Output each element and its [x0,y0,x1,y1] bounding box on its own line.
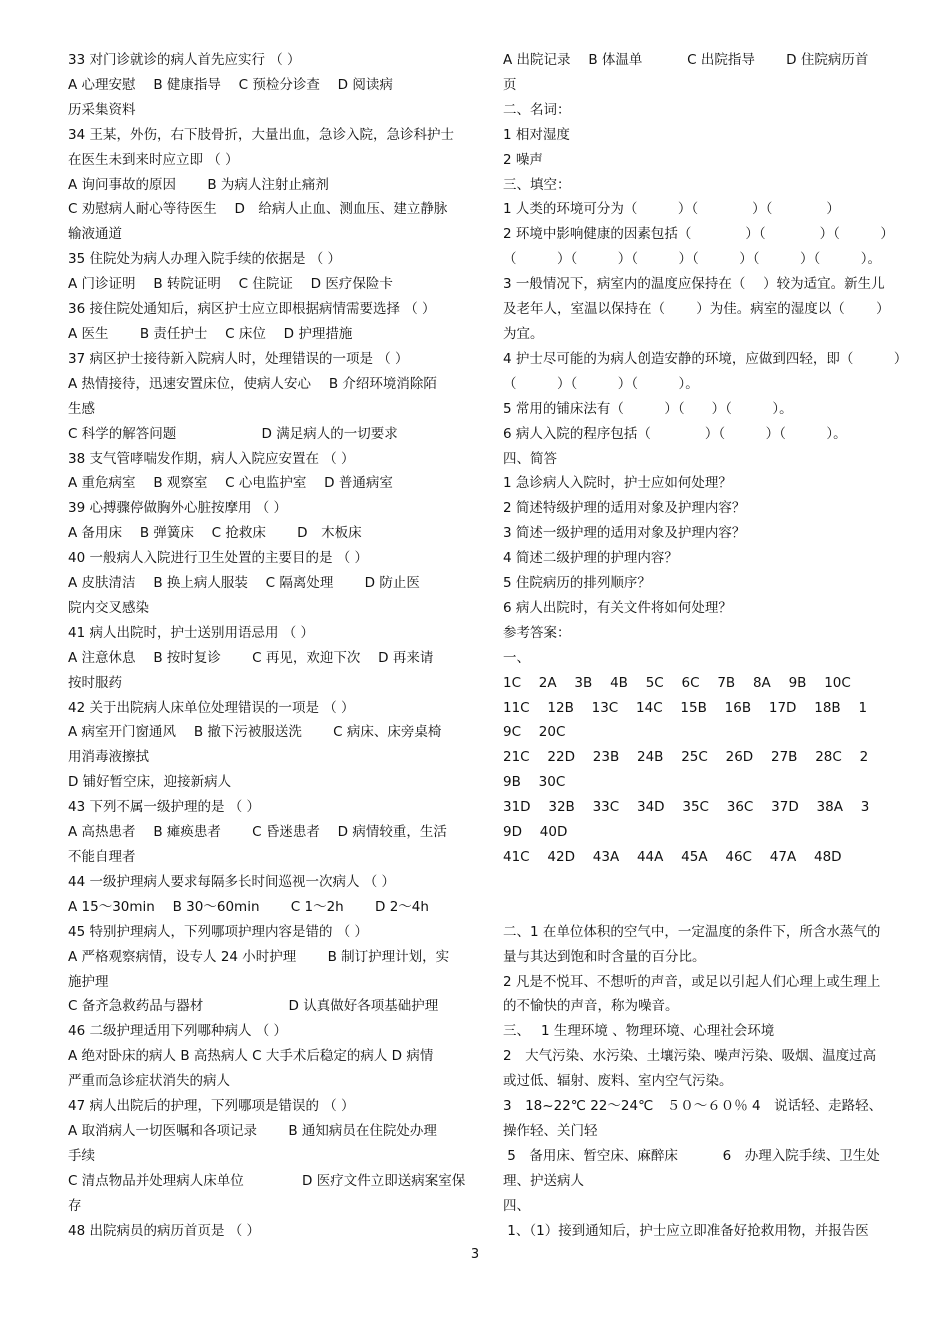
text-line: 43 下列不属一级护理的是 （ ） [68,799,261,816]
text-line: 2 凡是不悦耳、不想听的声音，或足以引起人们心理上或生理上 [503,973,881,990]
text-line: 5 住院病历的排列顺序？ [503,575,651,592]
text-line [503,895,907,920]
text-line: 42 关于出院病人床单位处理错误的一项是 （ ） [68,699,355,716]
text-line: 3 一般情况下，病室内的温度应保持在（ ）较为适宜。新生儿 [503,276,885,293]
text-line: 31D 32B 33C 34D 35C 36C 37D 38A 3 [503,799,870,816]
text-line: 二、1 在单位体积的空气中，一定温度的条件下，所含水蒸气的 [503,923,881,940]
text-line: 院内交叉感染 [68,599,149,616]
text-line: 41 病人出院时，护士送别用语忌用 （ ） [68,624,315,641]
text-line: 2 大气污染、水污染、土壤污染、噪声污染、吸烟、温度过高 [503,1048,877,1065]
text-line: A 病室开门窗通风 B 撤下污被服送洗 C 病床、床旁桌椅 [68,724,442,741]
text-line: 四、 [503,1197,530,1214]
text-line: A 心理安慰 B 健康指导 C 预检分诊查 D 阅读病 [68,76,393,93]
text-line: 三、填空： [503,176,571,193]
text-line: C 备齐急救药品与器材 D 认真做好各项基础护理 [68,998,439,1015]
text-line: 41C 42D 43A 44A 45A 46C 47A 48D [503,849,842,865]
text-line: 一、 [503,649,530,666]
right-column [503,48,907,1243]
text-line: 38 支气管哮喘发作期，病人入院应安置在 （ ） [68,450,355,467]
text-line: 37 病区护士接待新入院病人时，处理错误的一项是 （ ） [68,350,409,367]
text-line: A 重危病室 B 观察室 C 心电监护室 D 普通病室 [68,475,393,492]
text-line: 在医生未到来时应立即 （ ） [68,151,239,168]
text-line: 1、（1）接到通知后，护士应立即准备好抢救用物，并报告医 [503,1222,869,1239]
text-line: 9B 30C [503,774,566,791]
text-line: 5 常用的铺床法有（ ）（ ）（ ）。 [503,400,793,417]
text-line: A 绝对卧床的病人 B 高热病人 C 大手术后稳定的病人 D 病情 [68,1048,434,1065]
text-line: 3 简述一级护理的适用对象及护理内容？ [503,525,746,542]
text-line: A 询问事故的原因 B 为病人注射止痛剂 [68,176,329,193]
text-line: 输液通道 [68,226,122,243]
text-line: 9D 40D [503,824,568,841]
text-line: 1 急诊病人入院时，护士应如何处理？ [503,475,732,492]
text-line: 36 接住院处通知后，病区护士应立即根据病情需要选择 （ ） [68,301,436,318]
text-line: A 高热患者 B 瘫痪患者 C 昏迷患者 D 病情较重，生活 [68,824,447,841]
text-line: 45 特别护理病人，下列哪项护理内容是错的 （ ） [68,923,369,940]
text-line: 为宜。 [503,325,544,342]
text-line: A 严格观察病情，设专人 24 小时护理 B 制订护理计划，实 [68,948,450,965]
text-line: 39 心搏骤停做胸外心脏按摩用 （ ） [68,500,288,517]
text-line: 5 备用床、暂空床、麻醉床 6 办理入院手续、卫生处 [503,1147,880,1164]
text-line: A 医生 B 责任护士 C 床位 D 护理措施 [68,325,353,342]
text-line: A 热情接待，迅速安置床位，使病人安心 B 介绍环境消除陌 [68,375,437,392]
text-line: 46 二级护理适用下列哪种病人 （ ） [68,1023,288,1040]
text-line: A 取消病人一切医嘱和各项记录 B 通知病员在住院处办理 [68,1122,437,1139]
text-line: 用消毒液擦拭 [68,749,149,766]
text-line: 21C 22D 23B 24B 25C 26D 27B 28C 2 [503,749,869,766]
text-line: C 劝慰病人耐心等待医生 D 给病人止血、测血压、建立静脉 [68,201,448,218]
text-line: （ ）（ ）（ ）。 [503,375,699,392]
text-line: 2 简述特级护理的适用对象及护理内容？ [503,500,746,517]
text-line: A 注意休息 B 按时复诊 C 再见，欢迎下次 D 再来请 [68,649,434,666]
text-line: 量与其达到饱和时含量的百分比。 [503,948,706,965]
text-line: 不能自理者 [68,849,136,865]
text-line: A 门诊证明 B 转院证明 C 住院证 D 医疗保险卡 [68,276,393,293]
text-line: 1C 2A 3B 4B 5C 6C 7B 8A 9B 10C [503,674,851,691]
text-line: 按时服药 [68,674,122,691]
text-line: 的不愉快的声音，称为噪音。 [503,998,679,1015]
text-line: 1 人类的环境可分为（ ）（ ）（ ） [503,201,840,218]
text-line: 历采集资料 [68,101,136,118]
text-line: 1 相对湿度 [503,126,570,143]
text-line: 施护理 [68,973,109,990]
text-line: （ ）（ ）（ ）（ ）（ ）（ ）。 [503,251,881,268]
text-line: D 铺好暂空床，迎接新病人 [68,774,232,791]
text-line: 6 病人出院时，有关文件将如何处理？ [503,599,732,616]
text-line: 33 对门诊就诊的病人首先应实行 （ ） [68,52,301,68]
text-line: A 备用床 B 弹簧床 C 抢救床 D 木板床 [68,525,362,542]
text-line: 理、护送病人 [503,1172,584,1189]
text-line: 44 一级护理病人要求每隔多长时间巡视一次病人 （ ） [68,873,396,890]
text-line: 2 噪声 [503,151,543,168]
text-line: A 皮肤清洁 B 换上病人服装 C 隔离处理 D 防止医 [68,575,420,592]
text-line: 手续 [68,1147,95,1164]
text-line [503,870,907,895]
text-line: 40 一般病人入院进行卫生处置的主要目的是 （ ） [68,550,369,567]
left-column [68,48,470,1244]
text-line: 严重而急诊症状消失的病人 [68,1073,230,1090]
text-line: 操作轻、关门轻 [503,1122,598,1139]
text-line: 34 王某，外伤，右下肢骨折，大量出血，急诊入院，急诊科护士 [68,126,454,143]
text-line: C 清点物品并处理病人床单位 D 医疗文件立即送病案室保 [68,1172,466,1189]
text-line: 9C 20C [503,724,566,741]
text-line: 35 住院处为病人办理入院手续的依据是 （ ） [68,251,342,268]
text-line: 及老年人，室温以保持在（ ）为佳。病室的湿度以（ ） [503,301,890,318]
text-line: 4 护士尽可能的为病人创造安静的环境，应做到四轻，即（ ） [503,350,908,367]
text-line: 或过低、辐射、废料、室内空气污染。 [503,1073,733,1090]
text-line: 47 病人出院后的护理，下列哪项是错误的 （ ） [68,1098,355,1115]
text-line: 4 简述二级护理的护理内容？ [503,550,678,567]
text-line: A 15～30min B 30～60min C 1～2h D 2～4h [68,898,429,915]
text-line: 页 [503,76,517,93]
page-number: 3 [470,1247,480,1262]
text-line: 11C 12B 13C 14C 15B 16B 17D 18B 1 [503,699,868,716]
text-line: 四、简答 [503,450,557,467]
text-line: C 科学的解答问题 D 满足病人的一切要求 [68,425,398,442]
text-line: 3 18~22℃ 22～24℃ ５０～６０％ 4 说话轻、走路轻、 [503,1098,883,1115]
text-line: 48 出院病员的病历首页是 （ ） [68,1222,261,1239]
text-line: 三、 1 生理环境 、物理环境、心理社会环境 [503,1023,775,1040]
text-line: 6 病人入院的程序包括（ ）（ ）（ ）。 [503,425,847,442]
text-line: 生感 [68,400,95,417]
text-line: 2 环境中影响健康的因素包括（ ）（ ）（ ） [503,226,894,243]
text-line: 参考答案： [503,624,571,641]
text-line: 二、名词： [503,101,571,118]
text-line: A 出院记录 B 体温单 C 出院指导 D 住院病历首 [503,52,869,68]
text-line: 存 [68,1197,82,1214]
